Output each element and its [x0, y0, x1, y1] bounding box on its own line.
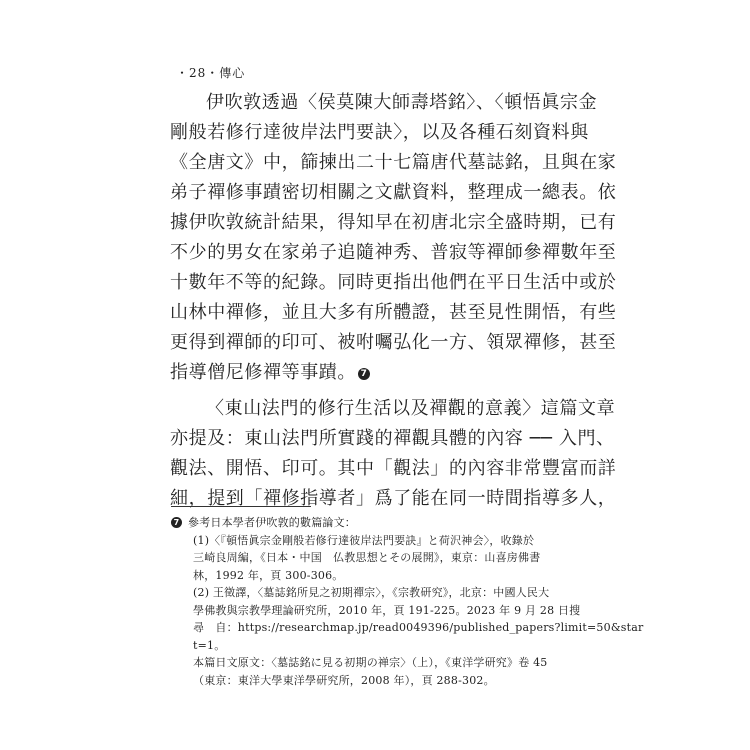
- body-line: 不少的男女在家弟子追隨神秀、普寂等禪師參禪數年至: [170, 242, 617, 263]
- body-line: 〈東山法門的修行生活以及禪觀的意義〉這篇文章: [206, 398, 616, 419]
- body-line: 觀法、開悟、印可。其中「觀法」的內容非常豐富而詳: [170, 458, 617, 479]
- footnote-line: (1)〈『頓悟眞宗金剛般若修行達彼岸法門要訣』と荷沢神会〉，收錄於: [193, 533, 535, 547]
- footnote-divider: [171, 506, 311, 507]
- body-line: 《全唐文》中，篩揀出二十七篇唐代墓誌銘，且與在家: [170, 152, 617, 173]
- running-header: [176, 64, 245, 81]
- footnote-heading: [171, 514, 571, 532]
- footnote-line: 本篇日文原文：〈墓誌銘に見る初期の禅宗〉（上），《東洋学研究》卷 45: [193, 656, 548, 669]
- footnote-line: (2) 王徵譯，〈墓誌銘所見之初期禪宗〉，《宗教研究》，北京：中國人民大: [193, 586, 550, 599]
- footnote-line: 學佛教與宗教學理論研究所，2010 年，頁 191-225。2023 年 9 月 28 日搜: [193, 603, 581, 617]
- body-line: 據伊吹敦統計結果，得知早在初唐北宗全盛時期，已有: [170, 212, 617, 233]
- body-line-last: [170, 358, 570, 388]
- body-line: 十數年不等的紀錄。同時更指出他們在平日生活中或於: [170, 272, 617, 293]
- body-line: 伊吹敦透過〈侯莫陳大師壽塔銘〉、〈頓悟眞宗金: [206, 92, 598, 113]
- footnote-line: 林，1992 年，頁 300-306。: [193, 568, 344, 582]
- footnote-line: t=1。: [193, 638, 226, 652]
- body-line: 更得到禪師的印可、被咐囑弘化一方、領眾禪修，甚至: [170, 332, 617, 353]
- running-title: 傳心: [219, 66, 246, 80]
- footnote-line: 三崎良周編，《日本・中国 仏教思想とその展開》，東京：山喜房佛書: [193, 551, 541, 564]
- body-line: 山林中禪修，並且大多有所體證，甚至見性開悟，有些: [170, 302, 617, 323]
- body-line: 弟子禪修事蹟密切相關之文獻資料，整理成一總表。依: [170, 182, 617, 203]
- body-line: 亦提及：東山法門所實踐的禪觀具體的內容 ── 入門、: [170, 428, 615, 449]
- footnote-line: （東京：東洋大學東洋學研究所，2008 年），頁 288-302。: [193, 673, 495, 687]
- body-line: 剛般若修行達彼岸法門要訣〉，以及各種石刻資料與: [170, 122, 589, 143]
- footnote-reference[interactable]: 7: [358, 368, 370, 380]
- footnote-area: [171, 514, 644, 689]
- footnote-intro: 參考日本學者伊吹敦的數篇論文：: [188, 516, 356, 529]
- main-text: [170, 88, 617, 514]
- page-number: ・28・: [176, 66, 220, 80]
- body-line: 細，提到「禪修指導者」爲了能在同一時間指導多人，: [170, 488, 617, 509]
- body-line-text: 指導僧尼修禪等事蹟。: [170, 362, 356, 383]
- footnote-marker: 7: [171, 517, 182, 528]
- footnote-url-line[interactable]: 尋 自：https://researchmap.jp/read0049396/published_papers?limit=50&star: [193, 621, 644, 634]
